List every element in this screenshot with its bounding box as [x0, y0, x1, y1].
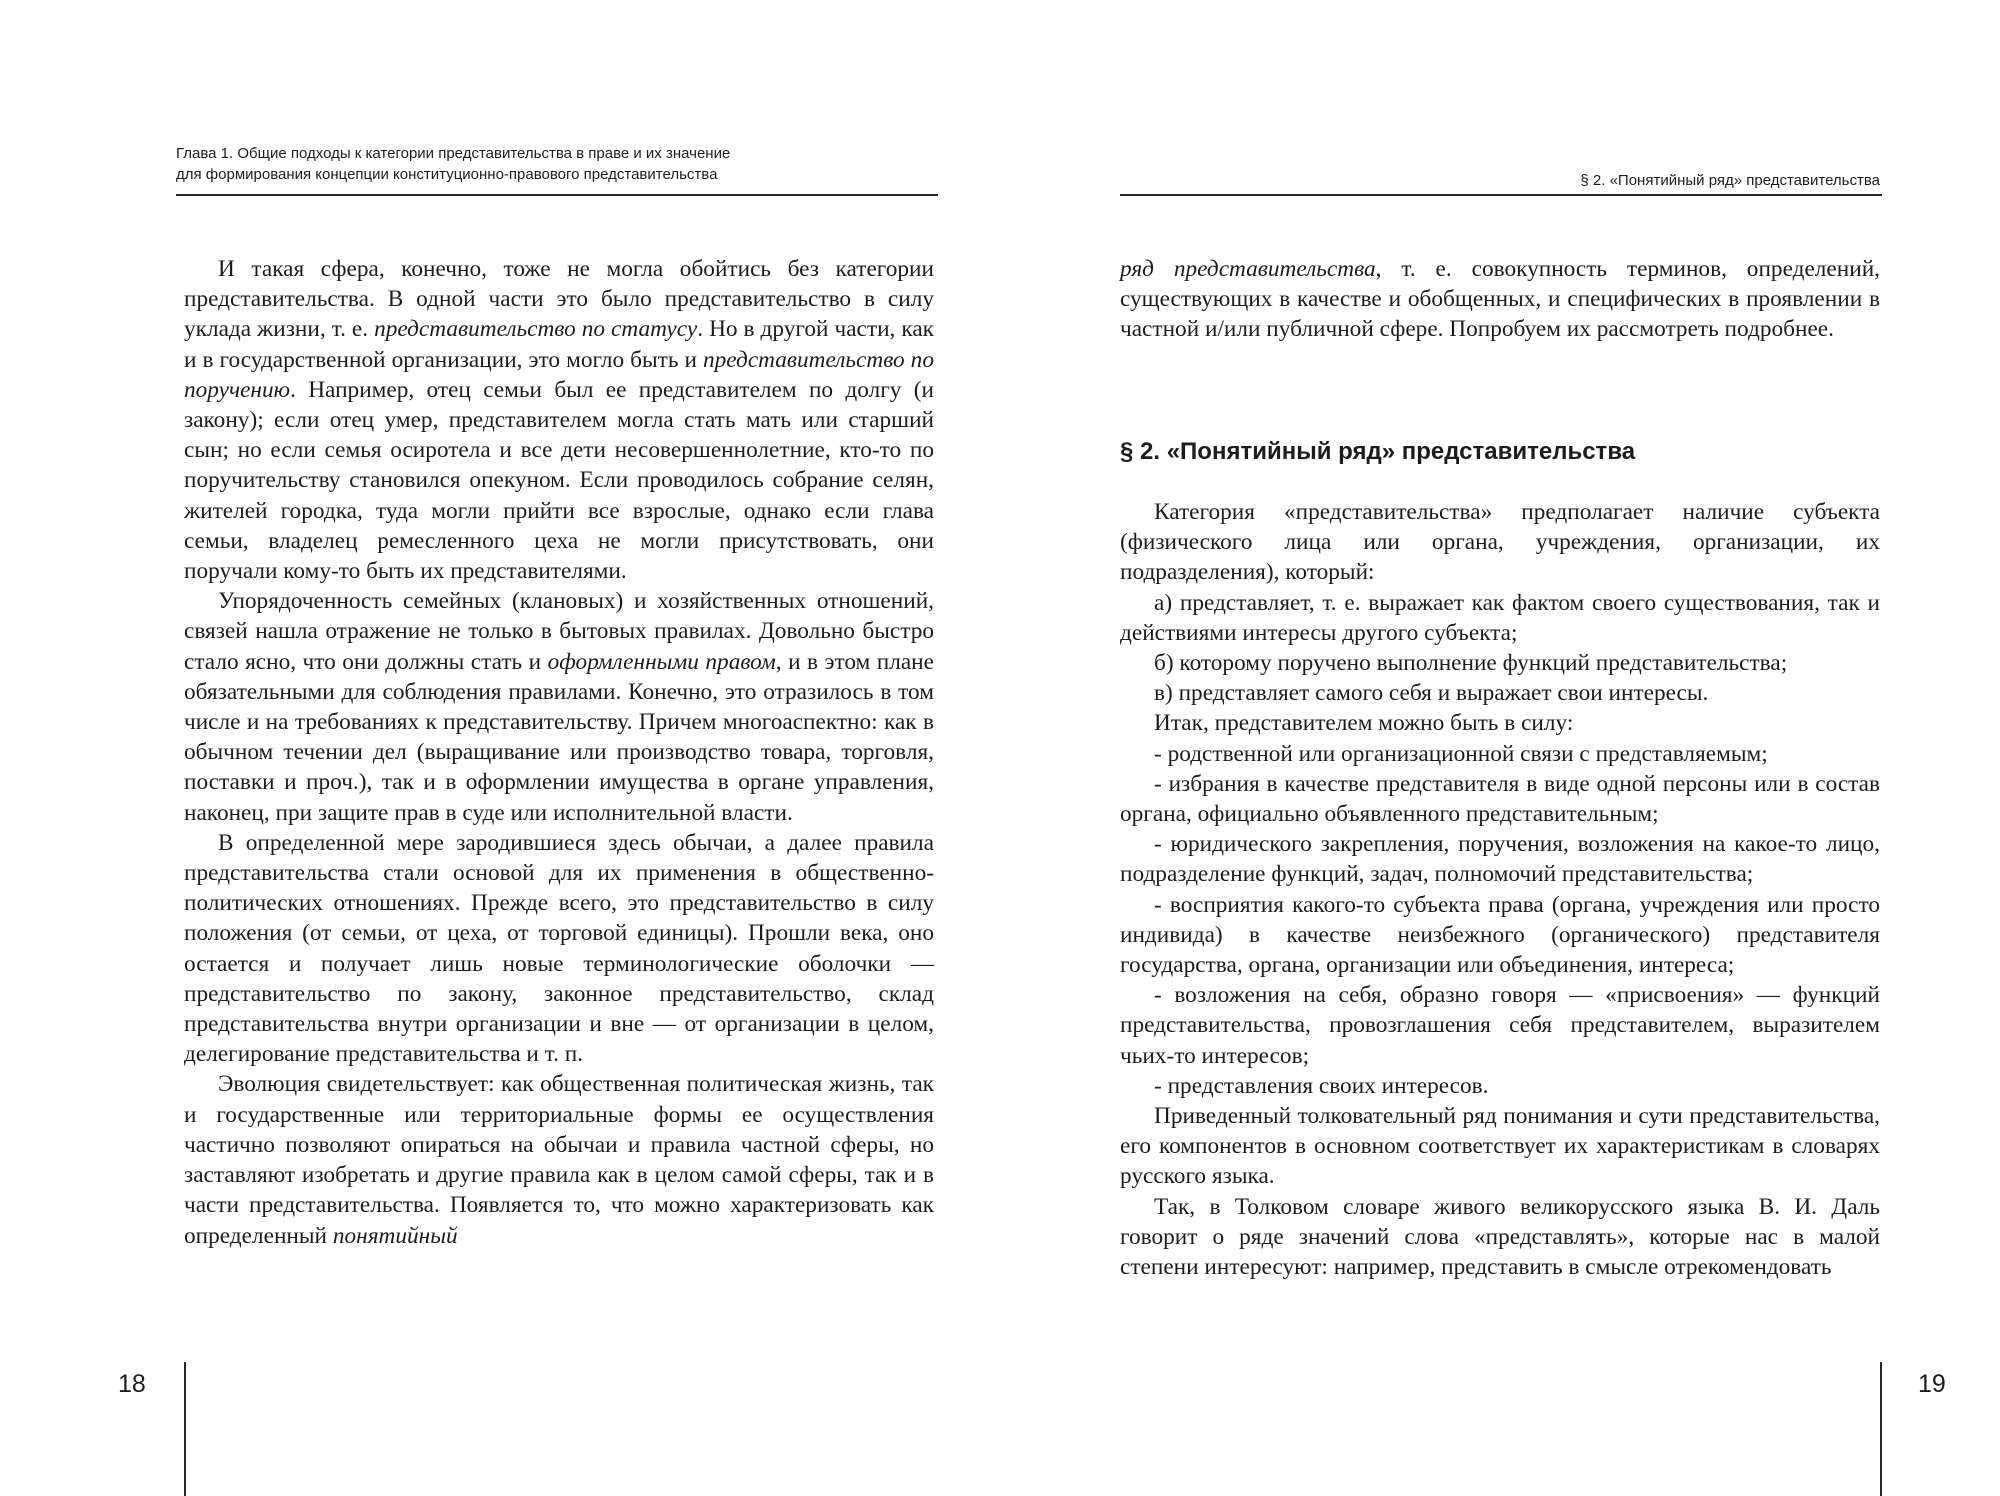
list-item: - избрания в качестве представителя в виде одной персоны или в состав органа, официально объявленного представительным;: [1120, 770, 1880, 828]
header-rule-left: [176, 194, 938, 196]
list-item: - представления своих интересов.: [1154, 1072, 1489, 1099]
right-continuation-text: [1120, 254, 1880, 345]
list-item: б) которому поручено выполнение функций представительства;: [1154, 650, 1788, 677]
right-body-text: [1120, 497, 1880, 1282]
page-margin-bar-left: [184, 1362, 186, 1496]
paragraph: Категория «представительства» предполагает наличие субъекта (физического лица или органа, учреждения, организации, их подразделения), который:: [1120, 499, 1880, 586]
paragraph: Эволюция свидетельствует: как общественная политическая жизнь, так и государственные или территориальные формы ее осуществления частично позволяют опираться на обычаи и правила частной сферы, но заставляют изобретать и другие правила как в целом самой сферы, так и в части представительства. Появляется то, что можно характеризовать как определенный понятийный: [184, 1071, 934, 1249]
page-number-right: 19: [1918, 1370, 1946, 1398]
list-item: - восприятия какого-то субъекта права (органа, учреждения или просто индивида) в качестве неизбежного (органического) представителя государства, органа, организации или объединения, интереса;: [1120, 891, 1880, 979]
running-header-left-line1: Глава 1. Общие подходы к категории представительства в праве и их значение: [176, 145, 731, 162]
list-item: - возложения на себя, образно говоря — «присвоения» — функций представительства, провозглашения себя представителем, выразителем чьих-то интересов;: [1120, 982, 1880, 1069]
running-header-right-text: § 2. «Понятийный ряд» представительства: [1580, 172, 1880, 189]
paragraph: Итак, представителем можно быть в силу:: [1154, 710, 1574, 737]
running-header-left-line2: для формирования концепции конституционно-правового представительства: [176, 166, 718, 183]
section-heading: § 2. «Понятийный ряд» представительства: [1120, 438, 1636, 465]
list-item: - родственной или организационной связи с представляемым;: [1154, 740, 1768, 767]
paragraph: Так, в Толковом словаре живого великорусского языка В. И. Даль говорит о ряде значений слова «представлять», которые нас в малой степени интересуют: например, представить в смысле отрекомендовать: [1120, 1193, 1880, 1281]
page-number-left: 18: [118, 1370, 146, 1398]
header-rule-right: [1120, 194, 1882, 196]
paragraph: Приведенный толковательный ряд понимания и сути представительства, его компонентов в основном соответствует их характеристикам в словарях русского языка.: [1120, 1103, 1880, 1190]
paragraph: И такая сфера, конечно, тоже не могла обойтись без категории представительства. В одной части это было представительство в силу уклада жизни, т. е. представительство по статусу. Но в другой части, как и в государственной организации, это могло быть и представительство по поручению. Например, отец семьи был ее представителем по долгу (и закону); если отец умер, представителем могла стать мать или старший сын; но если семья осиротела и все дети несовершеннолетние, кто-то по поручительству становился опекуном. Если проводилось собрание селян, жителей городка, туда могли прийти все взрослые, однако если глава семьи, владелец ремесленного цеха не могли присутствовать, они поручали кому-то быть их представителями.: [184, 256, 934, 585]
running-header-left: [176, 143, 730, 185]
list-item: в) представляет самого себя и выражает свои интересы.: [1154, 680, 1709, 707]
page-margin-bar-right: [1880, 1362, 1882, 1496]
paragraph: Упорядоченность семейных (клановых) и хозяйственных отношений, связей нашла отражение не только в бытовых правилах. Довольно быстро стало ясно, что они должны стать и оформленными правом, и в этом плане обязательными для соблюдения правилами. Конечно, это отразилось в том числе и на требованиях к представительству. Причем многоаспектно: как в обычном течении дел (выращивание или производство товара, торговля, поставки и проч.), так и в оформлении имущества в органе управления, наконец, при защите прав в суде или исполнительной власти.: [184, 588, 934, 826]
list-item: - юридического закрепления, поручения, возложения на какое-то лицо, подразделение функций, задач, полномочий представительства;: [1120, 831, 1880, 888]
left-body-text: [184, 254, 934, 1251]
right-page: [1000, 0, 2000, 1496]
paragraph: ряд представительства, т. е. совокупность терминов, определений, существующих в качестве и обобщенных, и специфических в проявлении в частной и/или публичной сфере. Попробуем их рассмотреть подробнее.: [1120, 256, 1880, 343]
running-header-right: [1120, 170, 1880, 191]
paragraph: В определенной мере зародившиеся здесь обычаи, а далее правила представительства стали основой для их применения в общественно-политических отношениях. Прежде всего, это представительство в силу положения (от семьи, от цеха, от торговой единицы). Прошли века, оно остается и получает лишь новые терминологические оболочки — представительство по закону, законное представительство, склад представительства внутри организации и вне — от организации в целом, делегирование представительства и т. п.: [184, 829, 934, 1068]
paragraph: а) представляет, т. е. выражает как фактом своего существования, так и действиями интересы другого субъекта;: [1120, 589, 1880, 646]
